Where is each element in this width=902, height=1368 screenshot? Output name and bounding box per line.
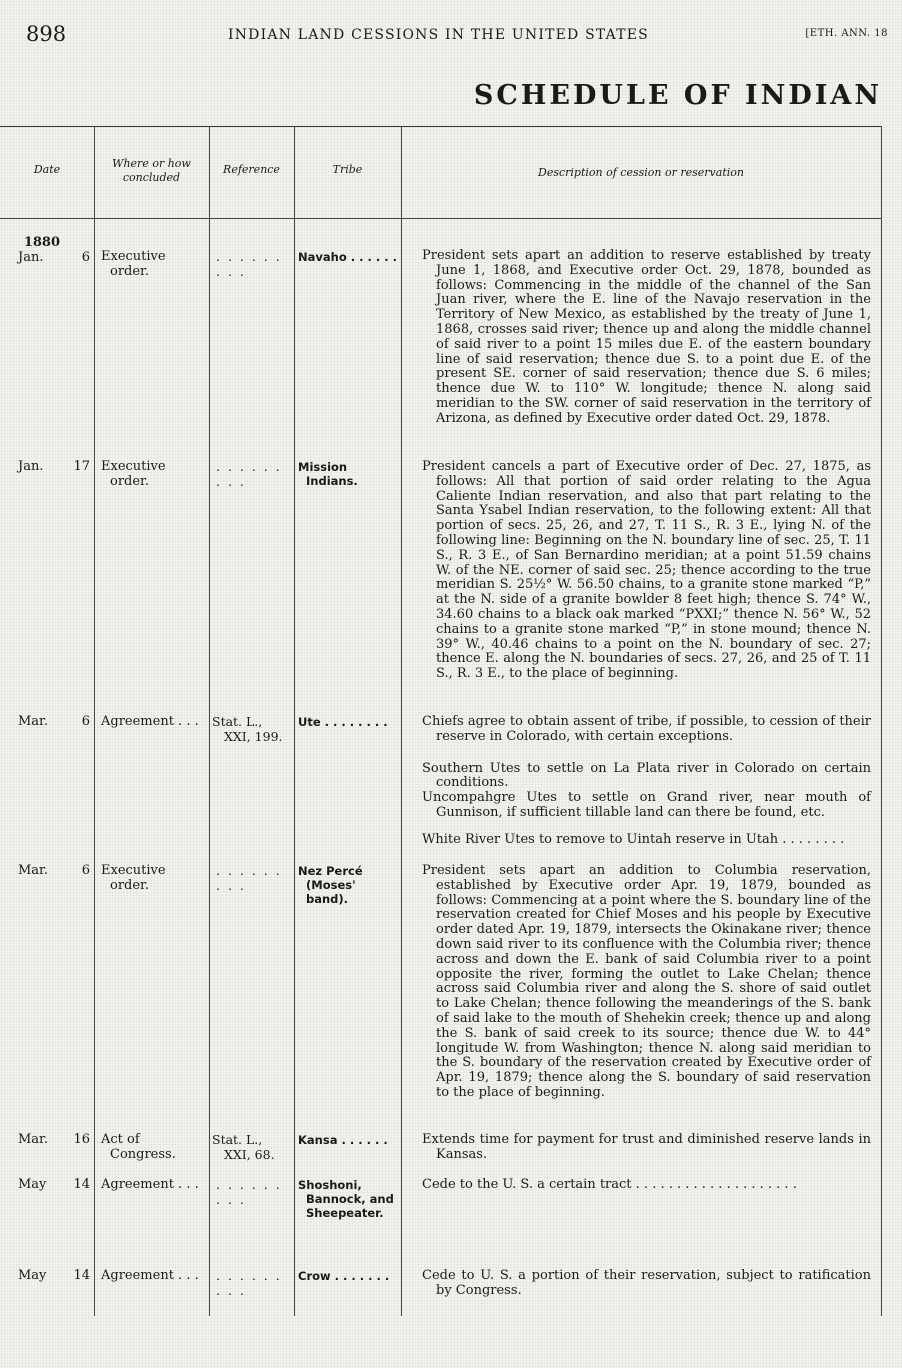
header-description: Description of cession or reservation <box>538 166 744 179</box>
day: 6 <box>81 249 90 265</box>
description-cell <box>408 715 871 848</box>
running-head-right: [ETH. ANN. 18 <box>805 28 888 39</box>
tribe-cell: Ute . . . . . . . . <box>298 715 388 729</box>
description-cell <box>408 1269 871 1299</box>
reference-cell: Stat. L., XXI, 199. <box>212 714 283 744</box>
month: May <box>18 1177 47 1192</box>
header-rule <box>0 218 882 219</box>
month: May <box>18 1268 47 1283</box>
tribe-cell: Mission Indians. <box>298 460 358 488</box>
day: 14 <box>73 1268 90 1283</box>
schedule-title: SCHEDULE OF INDIAN <box>473 80 882 111</box>
where-cell: Agreement . . . <box>101 1177 199 1192</box>
where-cell: Act of Congress. <box>101 1132 176 1162</box>
month: Mar. <box>18 863 48 878</box>
description-paragraph: Cede to the U. S. a certain tract . . . . . . . . . . . . . . . . . . . . <box>422 1177 797 1192</box>
date-cell <box>4 864 90 879</box>
description-paragraph: White River Utes to remove to Uintah reserve in Utah . . . . . . . . <box>422 831 845 847</box>
reference-cell: . . . . . . . . . <box>216 863 282 893</box>
date-cell <box>4 1178 90 1193</box>
description-paragraph: Cede to U. S. a portion of their reservation, subject to ratification by Congress. <box>422 1268 871 1298</box>
where-cell: Executive order. <box>101 459 166 489</box>
column-rule <box>294 126 295 1316</box>
description-paragraph: President sets apart an addition to Columbia reservation, established by Executive order Apr. 19, 1879, bounded as follows: Commencing at a point where the S. boundary line of the reservation created for Chief Moses and his people by Executive order dated Apr. 19, 1879, intersects the Okinakane river; thence down said river to its confluence with the Columbia river; thence across and down the E. bank of said Columbia river to a point opposite the river, forming the outlet to Lake Chelan; thence across said Columbia river and along the S. shore of said outlet to Lake Chelan; thence following the meanderings of the S. bank of said lake to the mouth of Shehekin creek; thence up and along the S. bank of said creek to its source; thence due W. to 44° longitude W. from Washington; thence N. along said meridian to the S. boundary of the reservation created by Executive order of Apr. 19, 1879; thence along the S. boundary of said reservation to the place of beginning. <box>422 863 871 1100</box>
where-cell: Executive order. <box>101 249 166 279</box>
tribe-cell: Nez Percé (Moses' band). <box>298 864 363 906</box>
day: 17 <box>73 459 90 474</box>
description-cell <box>408 864 871 1101</box>
where-cell: Agreement . . . <box>101 1268 199 1283</box>
running-head <box>0 22 902 44</box>
description-paragraph: Chiefs agree to obtain assent of tribe, if possible, to cession of their reserve in Colorado, with certain exceptions. <box>422 714 871 744</box>
where-cell: Executive order. <box>101 863 166 893</box>
description-paragraph: President cancels a part of Executive order of Dec. 27, 1875, as follows: All that portion of said order relating to the Agua Caliente Indian reservation, and also that part relating to the Santa Ysabel Indian reservation, to the following extent: All that portion of secs. 25, 26, and 27, T. 11 S., R. 3 E., lying N. of the following line: Beginning on the N. boundary line of sec. 25, T. 11 S., R. 3 E., of San Bernardino meridian; at a point 51.59 chains W. of the NE. corner of said sec. 25; thence according to the true meridian S. 25½° W. 56.50 chains, to a granite stone marked “P,” at the N. side of a granite bowlder 8 feet high; thence S. 74° W., 34.60 chains to a black oak marked “PXXI;” thence N. 56° W., 52 chains to a granite stone marked “P,” in stone mound; thence N. 39° W., 40.46 chains to a point on the N. boundary of sec. 27; thence E. along the N. boundaries of secs. 27, 26, and 25 of T. 11 S., R. 3 E., to the place of beginning. <box>422 459 871 682</box>
description-paragraph: Southern Utes to settle on La Plata river in Colorado on certain conditions. <box>422 760 871 791</box>
description-cell <box>408 1133 871 1163</box>
column-rule <box>881 126 882 1316</box>
reference-cell: Stat. L., XXI, 68. <box>212 1132 275 1162</box>
date-cell <box>4 460 90 475</box>
description-paragraph: Uncompahgre Utes to settle on Grand river, near mouth of Gunnison, if sufficient tillable land can there be found, etc. <box>422 790 871 820</box>
header-where: Where or how concluded <box>112 157 191 184</box>
description-paragraph: Extends time for payment for trust and diminished reserve lands in Kansas. <box>422 1132 871 1162</box>
column-rule <box>94 126 95 1316</box>
description-paragraph: President sets apart an addition to reserve established by treaty June 1, 1868, and Executive order Oct. 29, 1878, bounded as follows: Commencing in the middle of the channel of the San Juan river, where the E. line of the Navajo reservation in the Territory of New Mexico, as established by the treaty of June 1, 1868, crosses said river; thence up and along the middle channel of said river to a point 15 miles due E. of the eastern boundary line of said reservation; thence due S. to a point due E. of the present SE. corner of said reservation; thence due S. 6 miles; thence due W. to 110° W. longitude; thence N. along said meridian to the SW. corner of said reservation in the territory of Arizona, as defined by Executive order dated Oct. 29, 1878. <box>422 248 871 426</box>
month: Mar. <box>18 1132 48 1147</box>
tribe-cell: Shoshoni, Bannock, and Sheepeater. <box>298 1178 394 1220</box>
month: Mar. <box>18 714 48 729</box>
reference-cell: . . . . . . . . . <box>216 459 282 489</box>
day: 6 <box>81 863 90 878</box>
date-cell <box>4 715 90 730</box>
month: Jan. <box>18 249 44 265</box>
tribe-cell: Crow . . . . . . . <box>298 1269 390 1283</box>
day: 16 <box>73 1132 90 1147</box>
where-cell: Agreement . . . <box>101 714 199 729</box>
tribe-cell: Kansa . . . . . . <box>298 1133 388 1147</box>
header-reference: Reference <box>223 163 280 176</box>
tribe-cell: Navaho . . . . . . <box>298 250 397 264</box>
reference-cell: . . . . . . . . . <box>216 1268 282 1298</box>
reference-cell: . . . . . . . . . <box>216 249 282 279</box>
reference-cell: . . . . . . . . . <box>216 1177 282 1207</box>
date-cell <box>4 236 90 266</box>
day: 14 <box>73 1177 90 1192</box>
column-rule <box>209 126 210 1316</box>
header-date: Date <box>33 163 61 176</box>
month: Jan. <box>18 459 44 474</box>
running-title: INDIAN LAND CESSIONS IN THE UNITED STATES <box>228 27 649 43</box>
header-tribe: Tribe <box>332 163 363 176</box>
description-cell <box>408 249 871 427</box>
date-cell <box>4 1133 90 1148</box>
page-number: 898 <box>26 22 67 46</box>
column-rule <box>401 126 402 1316</box>
date-cell <box>4 1269 90 1284</box>
description-cell <box>408 1178 871 1193</box>
day: 6 <box>81 714 90 729</box>
description-cell <box>408 460 871 682</box>
year: 1880 <box>23 235 60 250</box>
table-top-rule <box>0 126 882 127</box>
